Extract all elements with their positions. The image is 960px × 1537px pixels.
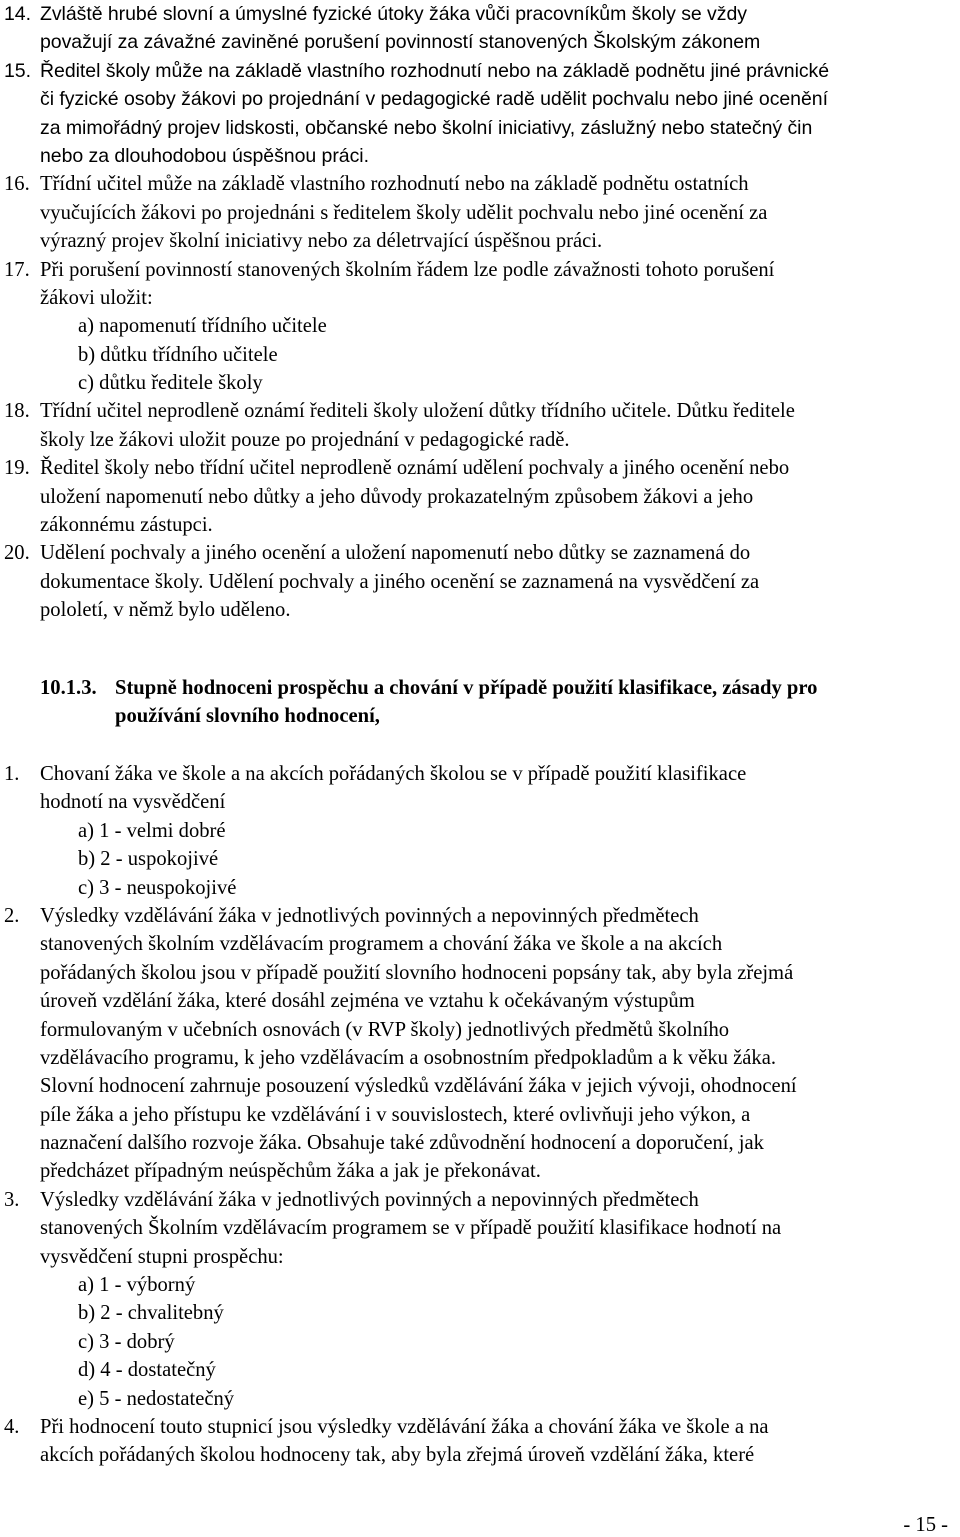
sub-item: c) 3 - neuspokojivé [78,876,237,899]
sub-item: b) důtku třídního učitele [78,343,278,366]
list-item [0,539,960,624]
item-number: 20. [4,542,30,565]
item-text-line: vzdělávacího programu, k jeho vzdělávacím a osobnostním předpokladům a k věku žáka. [40,1046,776,1069]
item-number: 17. [4,258,30,281]
item-text-line: Třídní učitel neprodleně oznámí řediteli školy uložení důtky třídního učitele. Důtku ředitele [40,400,795,423]
item-text-line: Chovaní žáka ve škole a na akcích pořádaných školou se v případě použití klasifikace [40,763,747,785]
list-item [0,170,960,255]
item-text-line: stanovených Školním vzdělávacím programem se v případě použití klasifikace hodnotí na [40,1217,782,1240]
item-text-line: Třídní učitel může na základě vlastního rozhodnutí nebo na základě podnětu ostatních [40,173,749,196]
item-text-line: předcházet případným neúspěchům žáka a jak je překonávat. [40,1160,541,1183]
sub-item: a) 1 - velmi dobré [78,819,226,842]
sub-item: c) 3 - dobrý [78,1330,175,1353]
item-text-line: vysvědčení stupni prospěchu: [40,1245,284,1268]
section-title-line: Stupně hodnoceni prospěchu a chování v případě použití klasifikace, zásady pro [115,677,818,699]
item-number: 14. [4,3,31,25]
item-text-line: nebo za dlouhodobou úspěšnou práci. [40,144,369,167]
item-text-line: vyučujících žákovi po projednáni s ředitelem školy udělit pochvalu nebo jiné ocenění za [40,201,768,224]
item-text-line: uložení napomenutí nebo důtky a jeho důvody prokazatelným způsobem žákovi a jeho [40,485,754,508]
list-item [0,1413,960,1470]
item-text-line: Ředitel školy může na základě vlastního rozhodnutí nebo na základě podnětu jiné právnické [40,59,830,82]
item-text-line: školy lze žákovi uložit pouze po projednání v pedagogické radě. [40,428,570,451]
section-title-line: používání slovního hodnocení, [115,705,380,728]
item-text-line: pořádaných školou jsou v případě použití slovního hodnoceni popsány tak, aby byla zřejmá [40,961,794,984]
item-text-line: Ředitel školy nebo třídní učitel neprodleně oznámí udělení pochvaly a jiného ocenění nebo [40,457,790,480]
item-text-line: Zvláště hrubé slovní a úmyslné fyzické útoky žáka vůči pracovníkům školy se vždy [40,3,747,25]
item-text-line: Výsledky vzdělávání žáka v jednotlivých povinných a nepovinných předmětech [40,904,699,927]
item-text-line: dokumentace školy. Udělení pochvaly a jiného ocenění se zaznamená na vysvědčení za [40,570,760,593]
item-number: 4. [4,1415,20,1438]
item-number: 19. [4,457,30,480]
list-item [0,760,960,902]
item-text-line: formulovaným v učebních osnovách (v RVP školy) jednotlivých předmětů školního [40,1018,730,1041]
item-text-line: zákonnému zástupci. [40,514,213,537]
item-text-line: Při hodnocení touto stupnicí jsou výsledky vzdělávání žáka a chování žáka ve škole a na [40,1415,769,1438]
item-text-line: akcích pořádaných školou hodnoceny tak, aby byla zřejmá úroveň vzdělání žáka, které [40,1444,755,1467]
sub-item: c) důtku ředitele školy [78,372,263,395]
item-number: 18. [4,400,30,423]
item-text-line: naznačení dalšího rozvoje žáka. Obsahuje také zdůvodnění hodnocení a doporučení, jak [40,1132,764,1155]
item-text-line: hodnotí na vysvědčení [40,791,226,814]
sub-item: b) 2 - uspokojivé [78,848,219,871]
item-text-line: píle žáka a jeho přístupu ke vzdělávání i v souvislostech, které ovlivňuji jeho výkon, a [40,1103,751,1126]
item-number: 2. [4,904,20,927]
sub-item: a) 1 - výborný [78,1274,196,1297]
item-number: 3. [4,1188,20,1211]
item-text-line: Slovní hodnocení zahrnuje posouzení výsledků vzdělávání žáka v jejich vývoji, ohodnocení [40,1075,797,1098]
item-text-line: Udělení pochvaly a jiného ocenění a uložení napomenutí nebo důtky se zaznamená do [40,542,751,565]
list-item [0,57,960,171]
sub-item: e) 5 - nedostatečný [78,1387,235,1410]
item-text-line: pololetí, v němž bylo uděleno. [40,599,291,622]
list-item [0,0,960,57]
item-text-line: stanovených školním vzdělávacím programem a chování žáka ve škole a na akcích [40,933,723,956]
list-item [0,397,960,454]
item-number: 15. [4,59,31,82]
item-number: 1. [4,763,20,785]
sub-item: d) 4 - dostatečný [78,1359,216,1382]
list-item [0,454,960,539]
page-number: - 15 - [903,1514,948,1536]
section-title [115,674,817,731]
sub-item: b) 2 - chvalitebný [78,1302,224,1325]
item-text-line: Výsledky vzdělávání žáka v jednotlivých povinných a nepovinných předmětech [40,1188,699,1211]
section-heading [40,674,818,731]
item-text-line: či fyzické osoby žákovi po projednání v pedagogické radě udělit pochvalu nebo jiné ocenění [40,88,828,111]
list-item [0,902,960,1186]
item-text-line: považují za závažné zaviněné porušení povinností stanovených Školským zákonem [40,31,761,54]
item-text-line: Při porušení povinností stanovených školním řádem lze podle závažnosti tohoto porušení [40,258,775,281]
item-text-line: žákovi uložit: [40,286,153,309]
item-number: 16. [4,173,30,196]
item-text-line: výrazný projev školní iniciativy nebo za déletrvající úspěšnou práci. [40,230,603,253]
section-number: 10.1.3. [40,677,97,699]
sub-item: a) napomenutí třídního učitele [78,315,327,338]
item-text-line: za mimořádný projev lidskosti, občanské nebo školní iniciativy, záslužný nebo statečný čin [40,116,813,139]
list-item [0,256,960,398]
rules-list-top [0,0,960,625]
rules-list-bottom [0,760,960,1470]
list-item [0,1186,960,1413]
item-text-line: úroveň vzdělání žáka, které dosáhl zejména ve vztahu k očekávaným výstupům [40,990,695,1013]
